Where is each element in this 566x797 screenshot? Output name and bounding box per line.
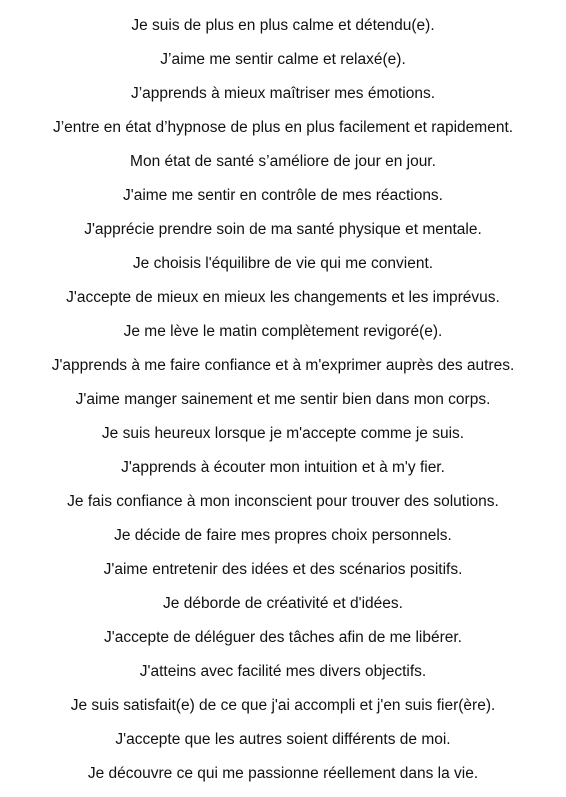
affirmation-line: J'aime me sentir en contrôle de mes réactions. [123, 187, 443, 204]
affirmation-line: J'apprécie prendre soin de ma santé physique et mentale. [84, 221, 482, 238]
affirmation-line: J'apprends à me faire confiance et à m'exprimer auprès des autres. [51, 357, 515, 374]
affirmation-line: Je décide de faire mes propres choix personnels. [114, 527, 452, 544]
affirmation-line: J'accepte de déléguer des tâches afin de me libérer. [104, 629, 462, 646]
affirmation-line: J’aime me sentir calme et relaxé(e). [160, 51, 406, 68]
affirmation-line: J’apprends à mieux maîtriser mes émotions. [130, 85, 436, 102]
affirmation-line: J'accepte de mieux en mieux les changements et les imprévus. [66, 289, 500, 306]
affirmation-line: Mon état de santé s’améliore de jour en jour. [130, 153, 436, 170]
affirmation-line: Je découvre ce qui me passionne réellement dans la vie. [87, 765, 479, 782]
affirmation-line: J'aime manger sainement et me sentir bien dans mon corps. [75, 391, 491, 408]
affirmation-line: Je suis heureux lorsque je m'accepte comme je suis. [101, 425, 465, 442]
affirmation-line: Je fais confiance à mon inconscient pour trouver des solutions. [67, 493, 499, 510]
affirmation-line: J'apprends à écouter mon intuition et à m'y fier. [121, 459, 445, 476]
affirmation-line: Je déborde de créativité et d'idées. [163, 595, 403, 612]
affirmation-line: J’entre en état d’hypnose de plus en plus facilement et rapidement. [52, 119, 514, 136]
affirmations-list [0, 14, 566, 796]
affirmation-line: J'aime entretenir des idées et des scénarios positifs. [103, 561, 463, 578]
affirmation-line: Je me lève le matin complètement revigoré(e). [123, 323, 443, 340]
affirmation-line: Je suis de plus en plus calme et détendu(e). [131, 17, 435, 34]
affirmation-line: J'accepte que les autres soient différents de moi. [115, 731, 451, 748]
affirmation-line: Je suis satisfait(e) de ce que j'ai accompli et j'en suis fier(ère). [70, 697, 496, 714]
affirmation-line: Je choisis l'équilibre de vie qui me convient. [132, 255, 434, 272]
affirmation-line: J'atteins avec facilité mes divers objectifs. [139, 663, 427, 680]
